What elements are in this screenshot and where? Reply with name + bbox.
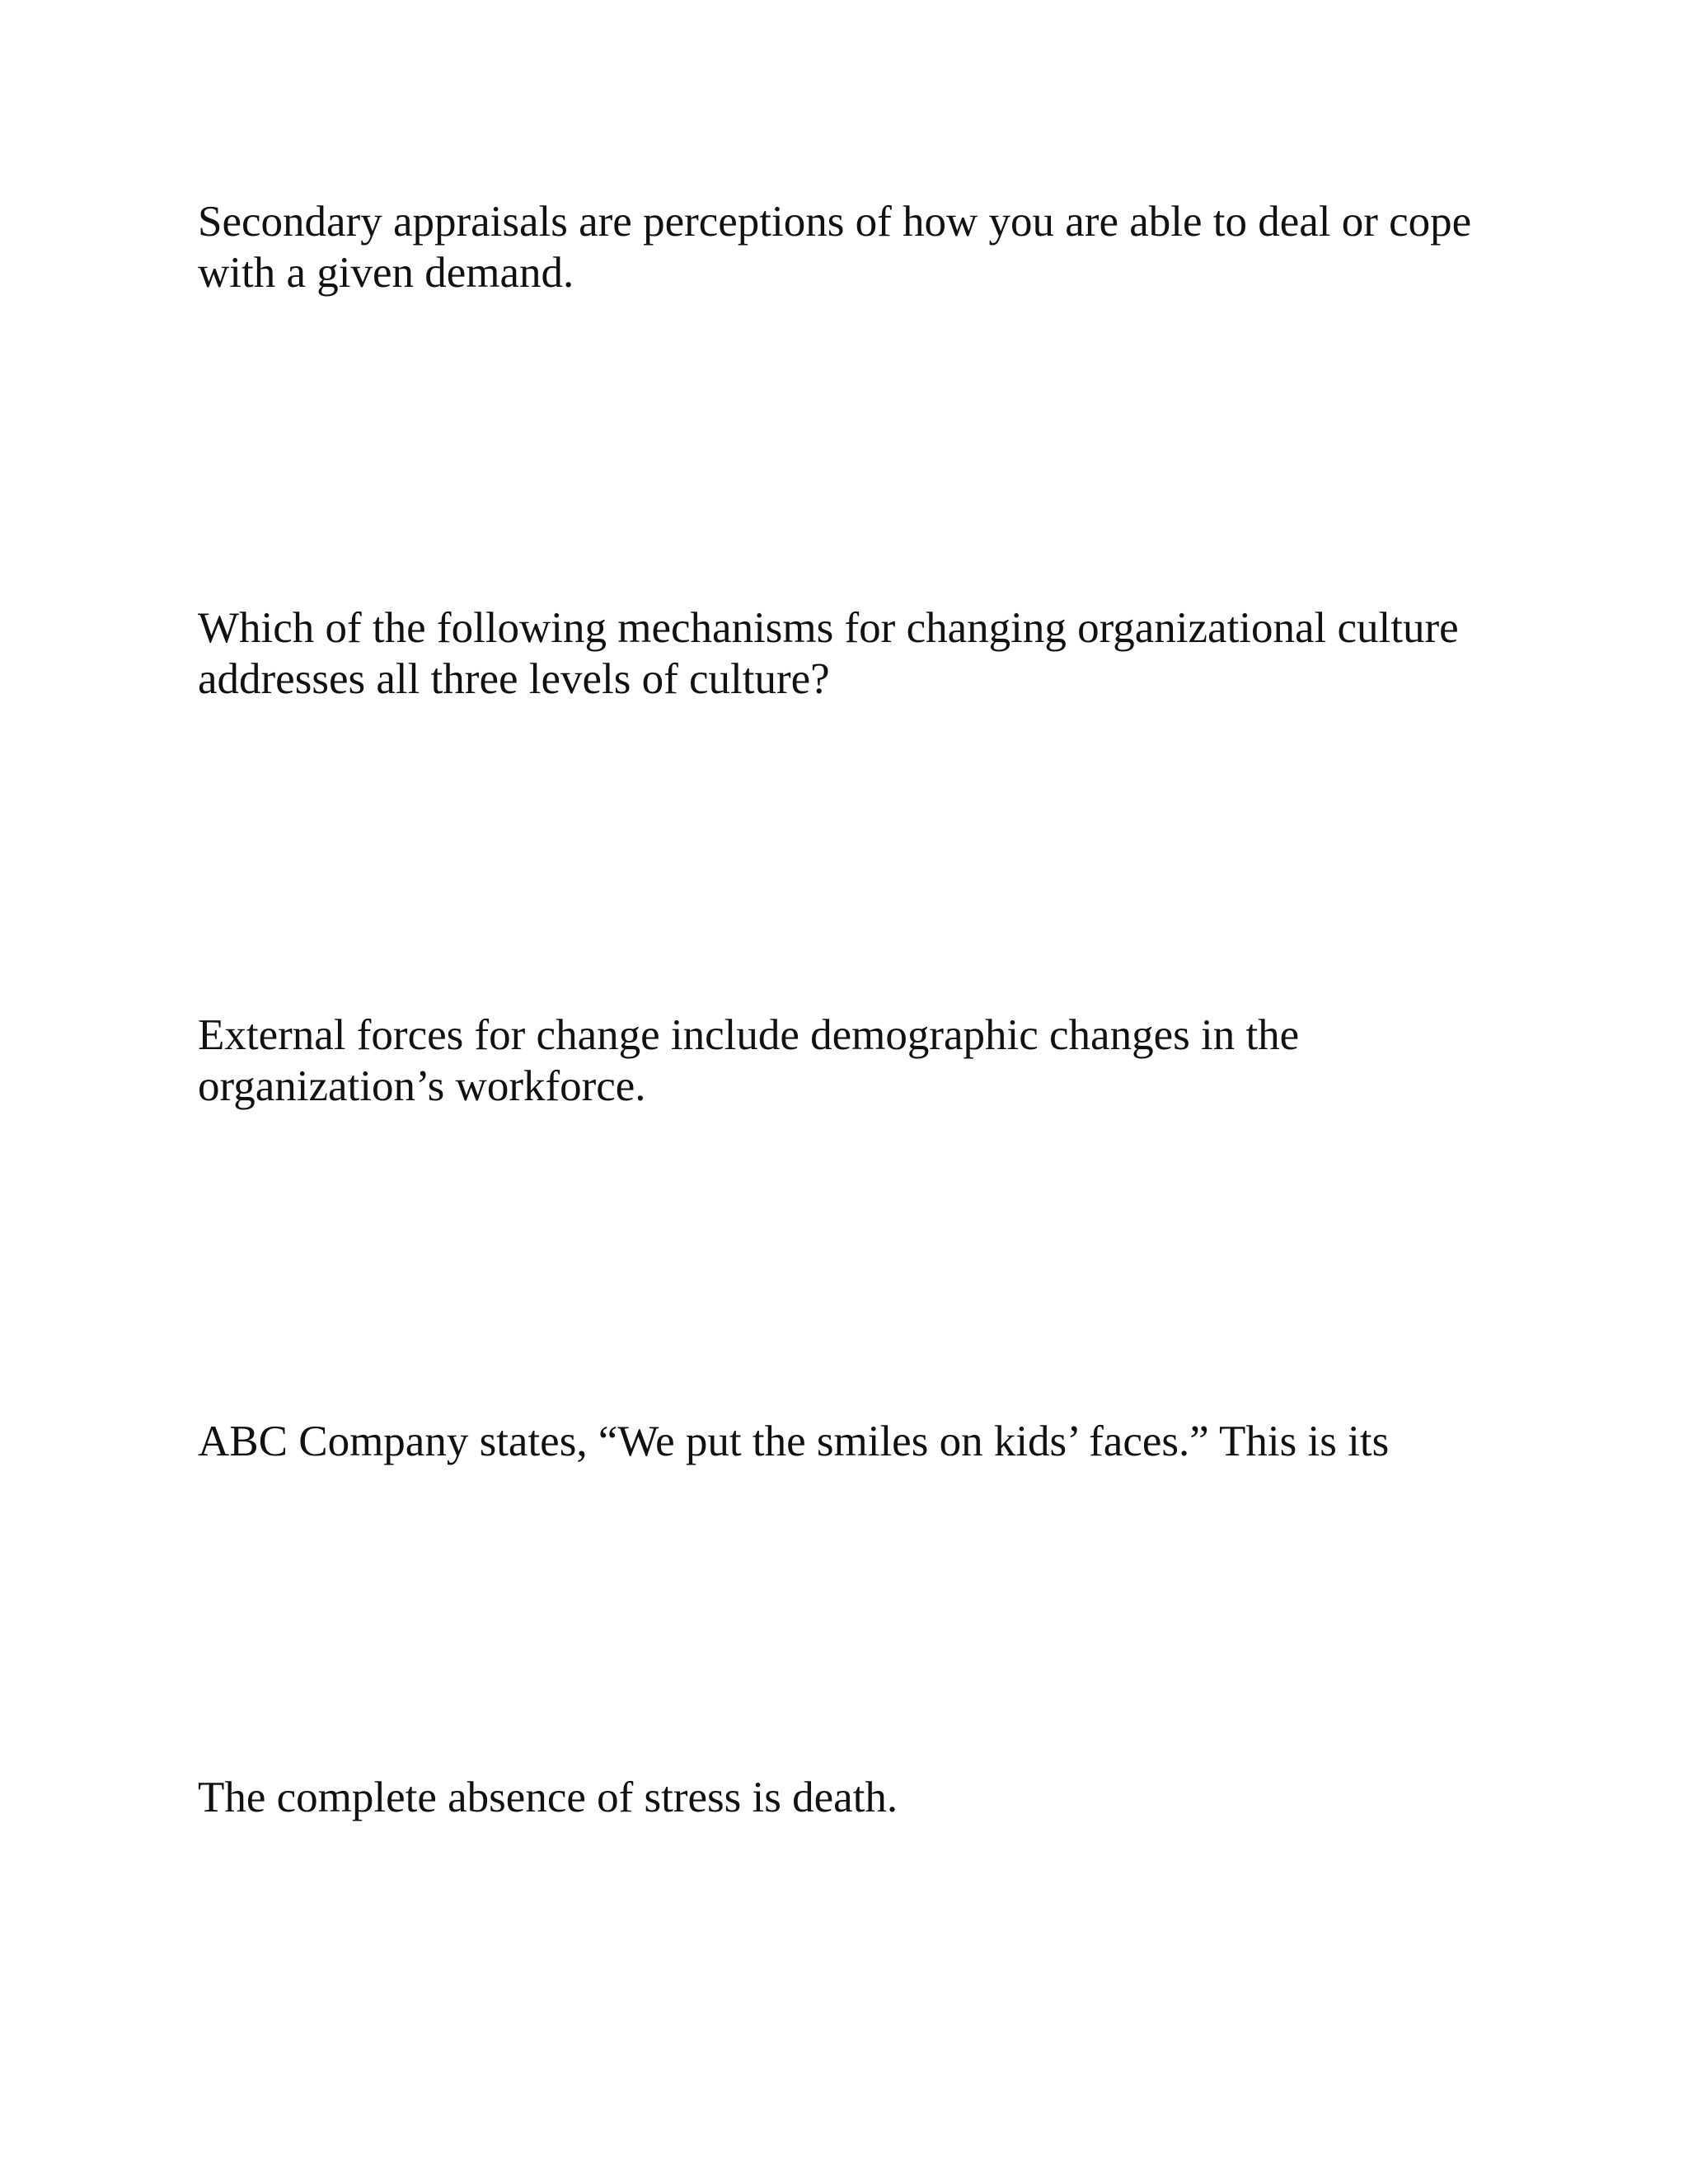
question-4-text: ABC Company states, “We put the smiles on kids’ faces.” This is its [198, 1418, 1390, 1465]
question-1-text: Secondary appraisals are perceptions of how you are able to deal or cope with a given demand. [198, 198, 1472, 297]
question-2-text: Which of the following mechanisms for changing organizational culture addresses all three levels of culture? [198, 604, 1459, 703]
question-5-text: The complete absence of stress is death. [198, 1774, 898, 1821]
question-3-text: External forces for change include demographic changes in the organization’s workforce. [198, 1011, 1300, 1110]
